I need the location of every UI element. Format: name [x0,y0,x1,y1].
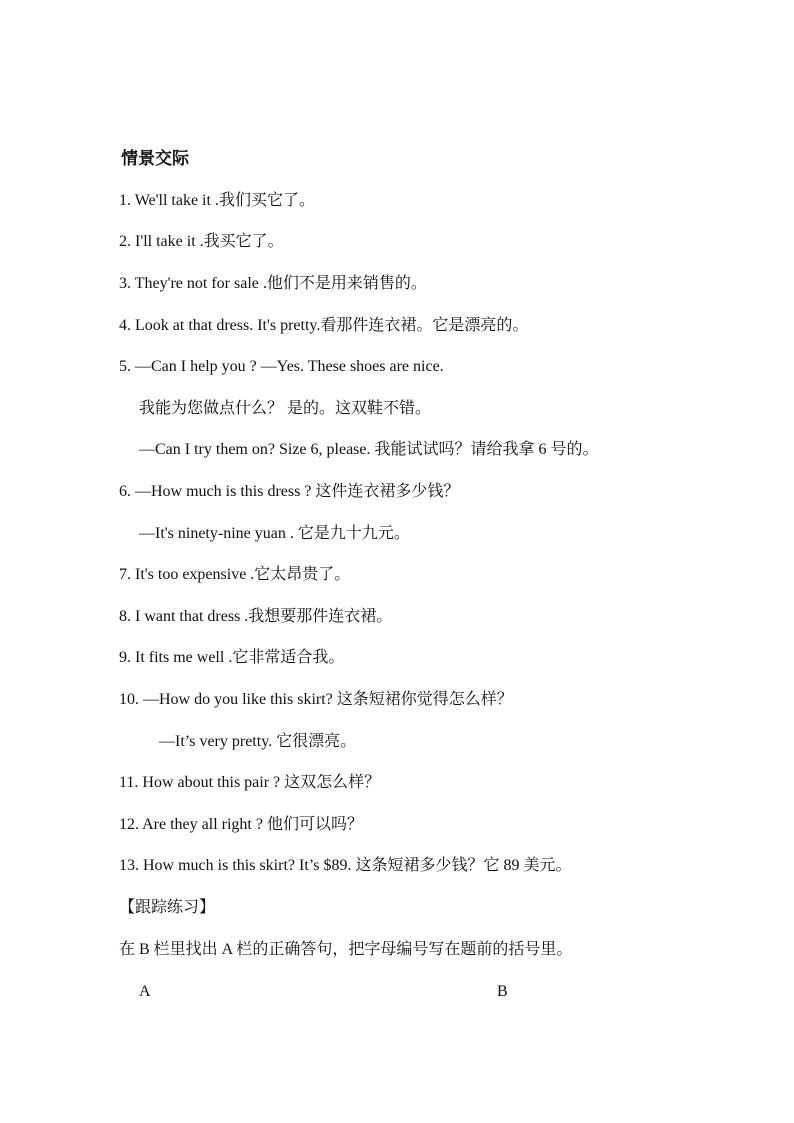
section-title: 情景交际 [121,149,189,168]
dialogue-line-3: 3. They're not for sale .他们不是用来销售的。 [119,275,427,292]
dialogue-line-10: 10. —How do you like this skirt? 这条短裙你觉得怎么样？ [119,691,513,708]
dialogue-line-5-translation: 我能为您做点什么？ 是的。这双鞋不错。 [139,400,432,417]
column-a-header: A [139,983,151,1000]
dialogue-line-11: 11. How about this pair ? 这双怎么样？ [119,774,381,791]
dialogue-line-9: 9. It fits me well .它非常适合我。 [119,649,345,666]
dialogue-line-7: 7. It's too expensive .它太昂贵了。 [119,566,351,583]
dialogue-line-4: 4. Look at that dress. It's pretty.看那件连衣裙。它是漂亮的。 [119,317,529,334]
dialogue-line-5-followup: —Can I try them on? Size 6, please. 我能试试吗？请给我拿 6 号的。 [139,441,599,458]
column-b-header: B [497,983,508,1000]
dialogue-line-6: 6. —How much is this dress ? 这件连衣裙多少钱？ [119,483,460,500]
dialogue-line-5: 5. —Can I help you ? —Yes. These shoes are nice. [119,358,444,375]
dialogue-line-13: 13. How much is this skirt? It’s $89. 这条短裙多少钱？它 89 美元。 [119,857,572,874]
dialogue-line-2: 2. I'll take it .我买它了。 [119,233,284,250]
practice-title: 【跟踪练习】 [119,899,216,916]
dialogue-line-12: 12. Are they all right ? 他们可以吗？ [119,816,363,833]
dialogue-line-6-answer: —It's ninety-nine yuan . 它是九十九元。 [139,525,410,542]
dialogue-line-8: 8. I want that dress .我想要那件连衣裙。 [119,608,393,625]
practice-instruction: 在 B 栏里找出 A 栏的正确答句，把字母编号写在题前的括号里。 [119,941,573,958]
dialogue-line-10-answer: —It’s very pretty. 它很漂亮。 [159,733,357,750]
dialogue-line-1: 1. We'll take it .我们买它了。 [119,192,315,209]
